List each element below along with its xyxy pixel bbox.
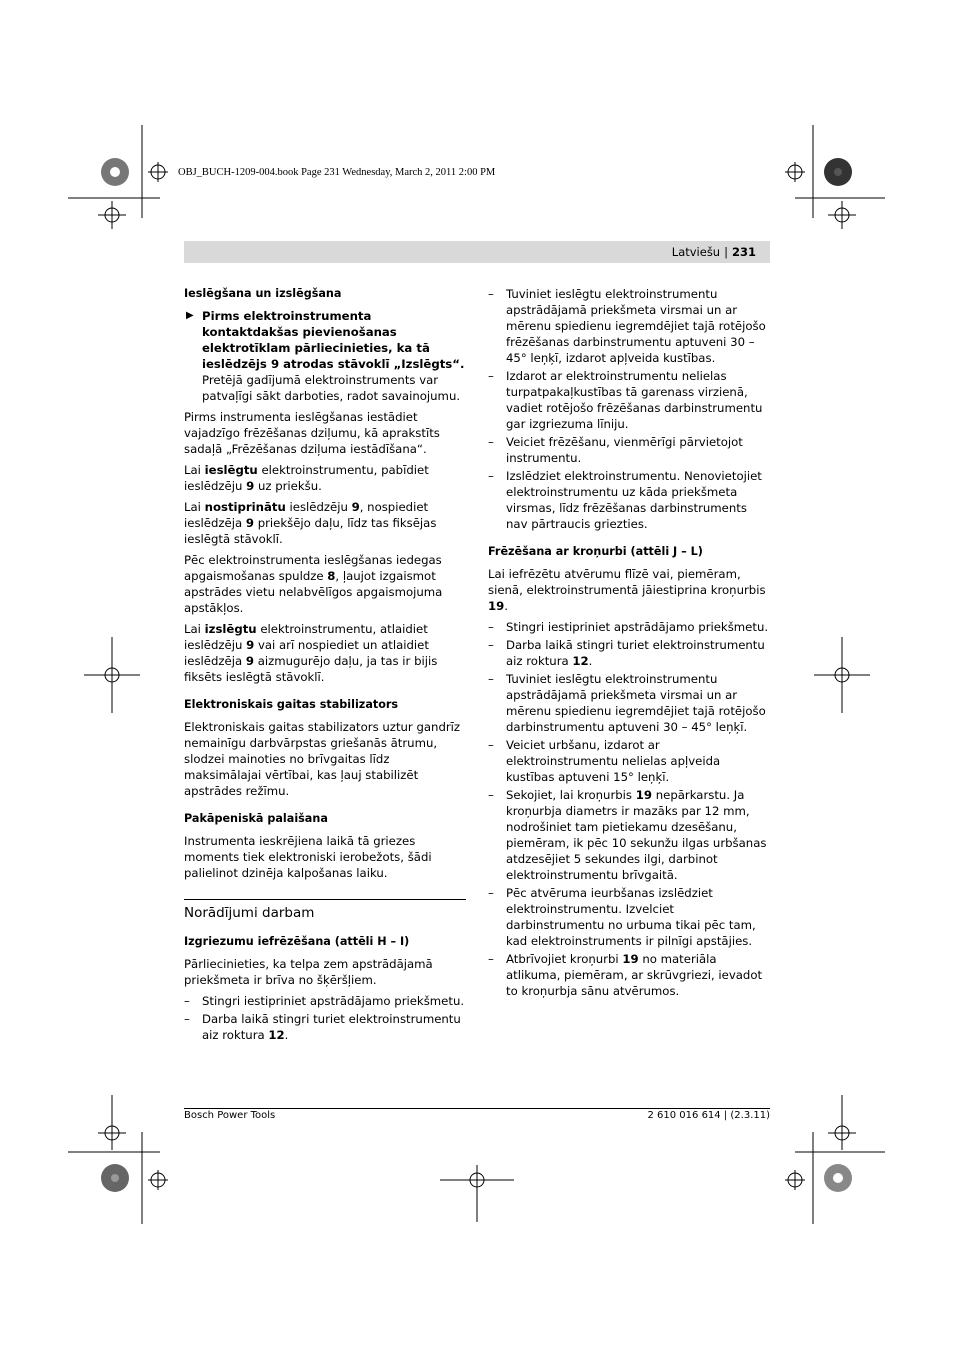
- subheading-stabilizer: Elektroniskais gaitas stabilizators: [184, 698, 399, 711]
- paragraph: Pēc elektroinstrumenta ieslēgšanas iedegas apgaismošanas spuldze 8, ļaujot izgaismot apstrādes vietu nelabvēlīgos apgaismojuma apstākļos.: [184, 553, 443, 615]
- paragraph: Lai nostiprinātu ieslēdzēju 9, nospiediet ieslēdzēja 9 priekšējo daļu, līdz tas fiksējas ieslēgtā stāvoklī.: [184, 500, 437, 546]
- list-item: – Atbrīvojiet kroņurbi 19 no materiāla atlikuma, piemēram, ar skrūvgriezi, ievadot to kroņurbja sānu atvērumos.: [488, 952, 763, 998]
- list-item: – Tuviniet ieslēgtu elektroinstrumentu apstrādājamā priekšmeta virsmai un ar mērenu spiedienu iegremdējiet tajā rotējošo darbinstrumentu aptuveni 30 – 45° leņķī.: [488, 672, 766, 734]
- section-divider: [184, 899, 466, 900]
- list-item: – Izdarot ar elektroinstrumentu nelielas turpatpakaļkustības tā garenass virzienā, vadiet rotējošo frēzēšanas darbinstrumentu gar izgriezuma līniju.: [488, 369, 763, 431]
- page-number: 231: [731, 245, 756, 259]
- triangle-bullet-icon: ▶: [186, 310, 194, 321]
- list-item: – Stingri iestipriniet apstrādājamo priekšmetu.: [184, 994, 465, 1008]
- footer-doc-number: 2 610 016 614 | (2.3.11): [647, 1110, 770, 1121]
- left-column: [184, 286, 468, 1045]
- subheading-switch: Ieslēgšana un izslēgšana: [184, 287, 342, 300]
- list-item: – Darba laikā stingri turiet elektroinstrumentu aiz roktura 12.: [184, 1012, 461, 1042]
- paragraph: Lai izslēgtu elektroinstrumentu, atlaidiet ieslēdzēju 9 vai arī nospiediet un atlaidiet ieslēdzēja 9 aizmugurējo daļu, ja tas ir bijis fiksēts ieslēgtā stāvoklī.: [184, 622, 438, 684]
- subheading-crown-drill: Frēzēšana ar kroņurbi (attēli J – L): [488, 545, 703, 558]
- page-header: [184, 241, 770, 263]
- subheading-soft-start: Pakāpeniskā palaišana: [184, 812, 328, 825]
- subheading-cutouts: Izgriezumu iefrēzēšana (attēli H – I): [184, 935, 410, 948]
- list-item: – Stingri iestipriniet apstrādājamo priekšmetu.: [488, 620, 769, 634]
- list-item: – Pēc atvēruma ieurbšanas izslēdziet elektroinstrumentu. Izvelciet darbinstrumentu no urbuma tikai pēc tam, kad elektroinstruments ir pilnīgi apstājies.: [488, 886, 756, 948]
- section-title: Norādījumi darbam: [184, 905, 315, 921]
- list-item: – Tuviniet ieslēgtu elektroinstrumentu apstrādājamā priekšmeta virsmai un ar mērenu spiedienu iegremdējiet tajā rotējošo frēzēšanas darbinstrumentu aptuveni 30 – 45° leņķī, izdarot apļveida kustības.: [488, 287, 766, 365]
- footer-divider: [184, 1108, 770, 1109]
- warning-bold: Pirms elektroinstrumenta kontaktdakšas pievienošanas elektrotīklam pārliecinieties, ka tā ieslēdzējs 9 atrodas stāvoklī „Izslēgts“.: [202, 309, 465, 371]
- header-separator: |: [724, 245, 728, 259]
- warning-text: Pretējā gadījumā elektroinstruments var patvaļīgi sākt darboties, radot savainojumu.: [202, 373, 461, 403]
- footer-brand: Bosch Power Tools: [184, 1110, 276, 1121]
- list-item: – Izslēdziet elektroinstrumentu. Nenovietojiet elektroinstrumentu uz kāda priekšmeta virsmas, līdz frēzēšanas darbinstruments nav pārtraucis griezties.: [488, 469, 762, 531]
- book-info-line: OBJ_BUCH-1209-004.book Page 231 Wednesday, March 2, 2011 2:00 PM: [178, 167, 496, 178]
- paragraph: Lai ieslēgtu elektroinstrumentu, pabīdiet ieslēdzēju 9 uz priekšu.: [184, 463, 429, 493]
- list-item: – Veiciet frēzēšanu, vienmērīgi pārvietojot instrumentu.: [488, 435, 743, 465]
- header-text: [672, 245, 756, 259]
- list-item: – Sekojiet, lai kroņurbis 19 nepārkarstu. Ja kroņurbja diametrs ir mazāks par 12 mm, nodrošiniet tam pietiekamu dzesēšanu, piemēram, ik pēc 10 sekunžu ilgas urbšanas atdzesējiet 5 sekundes ilgi, darbinot elektroinstrumentu brīvgaitā.: [488, 788, 767, 882]
- paragraph: Pirms instrumenta ieslēgšanas iestādiet vajadzīgo frēzēšanas dziļumu, kā aprakstīts sadaļā „Frēzēšanas dziļuma iestādīšana“.: [184, 410, 440, 456]
- warning-item: [184, 308, 468, 404]
- paragraph: Pārliecinieties, ka telpa zem apstrādājamā priekšmeta ir brīva no šķēršļiem.: [184, 957, 433, 987]
- header-language: Latviešu: [671, 245, 721, 259]
- right-column: [488, 286, 772, 1001]
- list-item: – Veiciet urbšanu, izdarot ar elektroinstrumentu nelielas apļveida kustības aptuveni 15° leņķī.: [488, 738, 721, 784]
- paragraph: Instrumenta ieskrējiena laikā tā griezes moments tiek elektroniski ierobežots, šādi palielinot dzinēja kalpošanas laiku.: [184, 834, 432, 880]
- list-item: – Darba laikā stingri turiet elektroinstrumentu aiz roktura 12.: [488, 638, 765, 668]
- paragraph: Elektroniskais gaitas stabilizators uztur gandrīz nemainīgu darbvārpstas griešanās ātrumu, slodzei mainoties no brīvgaitas līdz maksimālajai vērtībai, kas ļauj stabilizēt apstrādes režīmu.: [184, 720, 461, 798]
- paragraph: Lai iefrēzētu atvērumu flīzē vai, piemēram, sienā, elektroinstrumentā jāiestiprina kroņurbis 19.: [488, 567, 766, 613]
